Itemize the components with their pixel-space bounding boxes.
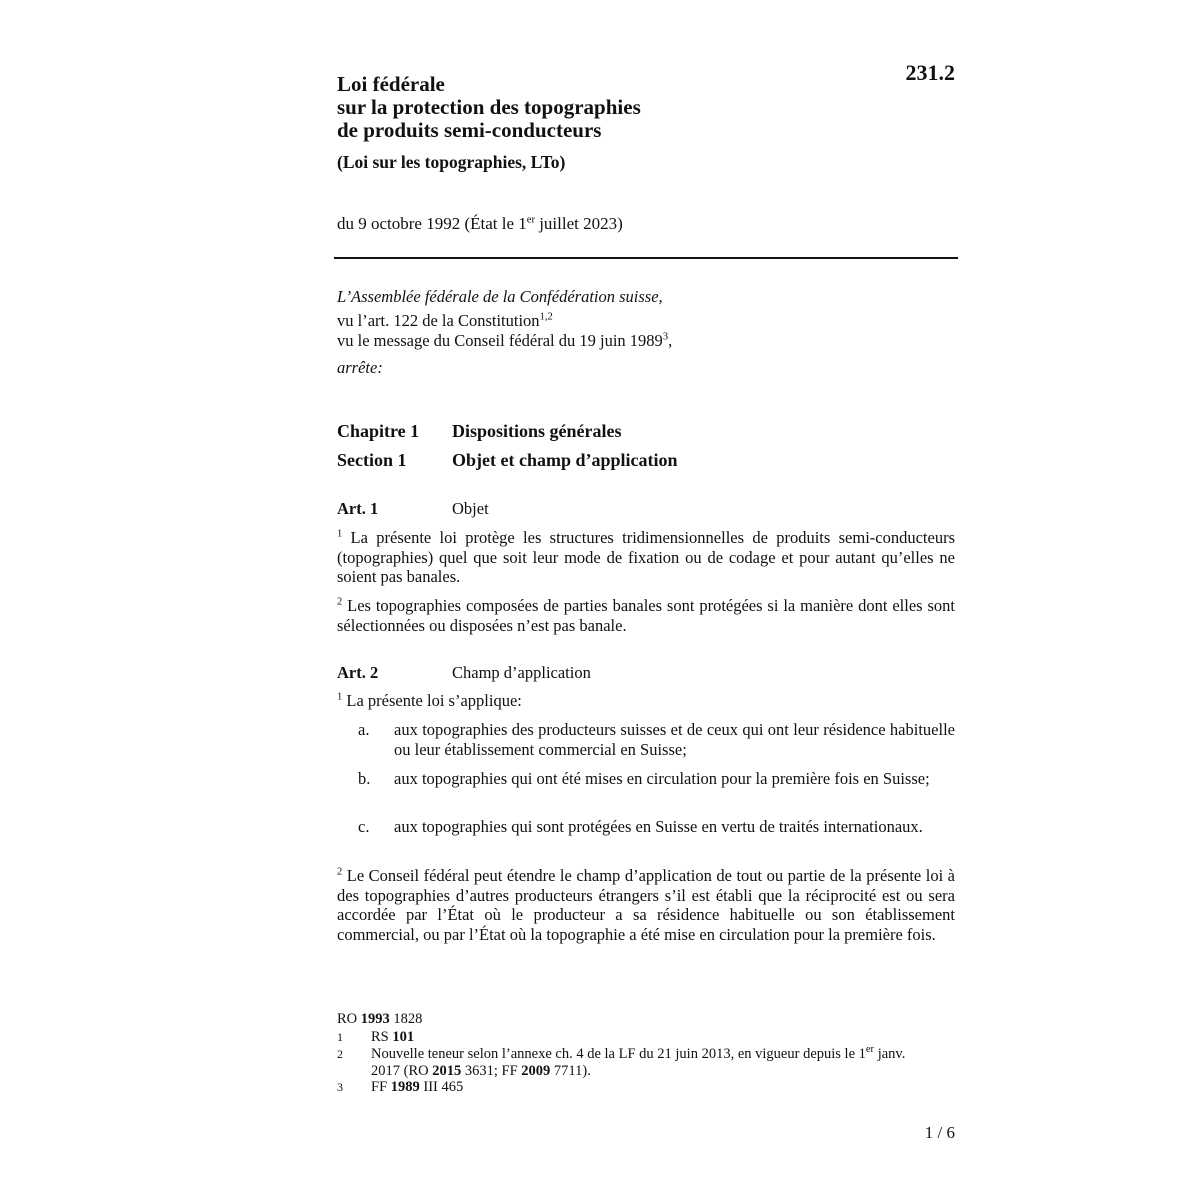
art2-title: Champ d’application (452, 663, 591, 682)
list-letter: a. (358, 720, 370, 739)
footnote-2 (371, 1046, 931, 1079)
art1-paragraph-1 (337, 528, 955, 587)
fn-text: RS (371, 1029, 393, 1045)
paragraph-text: La présente loi protège les structures tridimensionnelles de produits semi-conducteurs (topographies) quel que soit leur mode de fixation ou de codage et pour autant qu’elles ne soient pas banales. (337, 528, 955, 587)
list-letter: c. (358, 817, 370, 836)
fn-text: FF (371, 1079, 391, 1095)
paragraph-text: Le Conseil fédéral peut étendre le champ d’application de tout ou partie de la présente loi à des topographies d’autres producteurs étrangers s’il est établi que la réciprocité est ou sera accordée par l’État où le producteur a sa résidence habituelle ou son établissement commercial, ou par l’État où la topographie a été mise en circulation pour la première fois. (337, 866, 955, 945)
law-title (337, 73, 641, 142)
page-number: 1 / 6 (924, 1123, 955, 1142)
preamble-assembly: L’Assemblée fédérale de la Confédération suisse, (337, 287, 663, 306)
title-divider (334, 257, 958, 259)
section-title: Objet et champ d’application (452, 450, 678, 470)
vu-punct: , (668, 331, 673, 350)
fn-text: 3631; FF (461, 1062, 522, 1079)
art2-paragraph-1 (337, 691, 955, 711)
footnote-number: 2 (337, 1047, 343, 1061)
short-title: (Loi sur les topographies, LTo) (337, 152, 566, 172)
title-line: Loi fédérale (337, 72, 445, 96)
paragraph-number: 1 (337, 528, 343, 540)
art2-paragraph-2 (337, 866, 955, 945)
fn-text: III 465 (419, 1079, 464, 1095)
list-item: aux topographies qui ont été mises en circulation pour la première fois en Suisse; (394, 769, 930, 788)
paragraph-text: Les topographies composées de parties banales sont protégées si la manière dont elles sont sélectionnées ou disposées n’est pas banale. (337, 596, 955, 635)
sr-number: 231.2 (905, 60, 955, 85)
preamble-vu-constitution (337, 311, 957, 331)
footnote-ref[interactable]: 3 (662, 331, 669, 343)
paragraph-number: 2 (337, 866, 343, 878)
footnote-number: 3 (337, 1080, 343, 1094)
chapter-title: Dispositions générales (452, 421, 622, 441)
footnote-1 (371, 1029, 414, 1046)
list-letter: b. (358, 769, 371, 788)
paragraph-number: 1 (337, 691, 343, 703)
ro-year: 1993 (360, 1011, 390, 1027)
preamble-arrete: arrête: (337, 358, 383, 377)
list-item: aux topographies des producteurs suisses et de ceux qui ont leur résidence habituelle ou leur établissement commercial en Suisse; (394, 720, 955, 759)
art2-label: Art. 2 (337, 663, 379, 682)
fn-bold: 2009 (521, 1062, 551, 1079)
ro-page: 1828 (389, 1011, 423, 1027)
fn-text: janv. 2017 (RO (371, 1046, 906, 1079)
fn-bold: 101 (392, 1029, 415, 1045)
section-label: Section 1 (337, 450, 407, 470)
paragraph-text: La présente loi s’applique: (342, 691, 522, 710)
fn-text: Nouvelle teneur selon l’annexe ch. 4 de la LF du 21 juin 2013, en vigueur depuis le 1 (371, 1046, 866, 1062)
preamble-vu-message (337, 331, 957, 351)
title-line: sur la protection des topographies (337, 95, 641, 119)
list-item: aux topographies qui sont protégées en Suisse en vertu de traités internationaux. (394, 817, 923, 836)
title-line: de produits semi-conducteurs (337, 118, 602, 142)
art1-label: Art. 1 (337, 499, 379, 518)
footnote-3 (371, 1079, 463, 1096)
vu-text: vu le message du Conseil fédéral du 19 juin 1989 (337, 331, 663, 350)
art1-title: Objet (452, 499, 489, 518)
date-sup: er (526, 214, 535, 226)
paragraph-number: 2 (337, 596, 343, 608)
fn-text: 7711). (550, 1062, 591, 1079)
date-text-end: juillet 2023) (534, 214, 623, 233)
chapter-label: Chapitre 1 (337, 421, 420, 441)
date-text: du 9 octobre 1992 (État le 1 (337, 214, 527, 233)
footnote-number: 1 (337, 1030, 343, 1044)
fn-sup: er (865, 1044, 875, 1056)
fn-bold: 1989 (390, 1079, 420, 1095)
footnote-ref[interactable]: 1,2 (539, 311, 553, 323)
ro-reference (337, 1011, 422, 1028)
vu-text: vu l’art. 122 de la Constitution (337, 311, 540, 330)
law-date (337, 214, 623, 234)
ro-text: RO (337, 1011, 361, 1027)
fn-bold: 2015 (432, 1062, 462, 1079)
art1-paragraph-2 (337, 596, 955, 635)
